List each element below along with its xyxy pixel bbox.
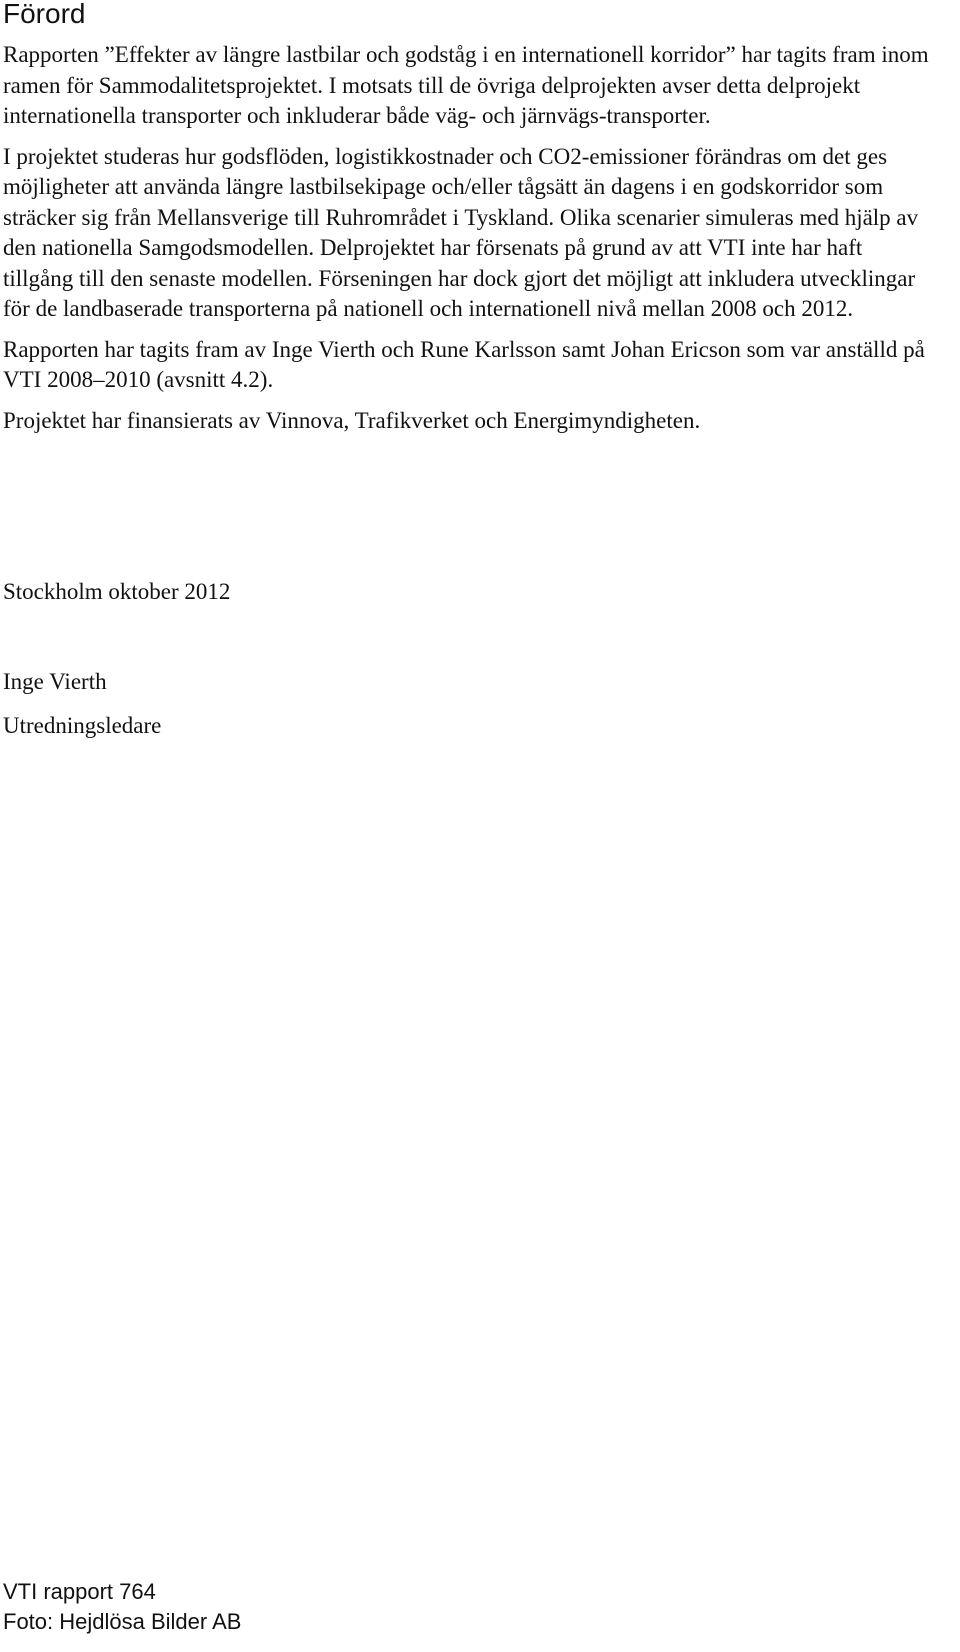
page-title: Förord [3, 0, 86, 29]
paragraph-funding: Projektet har finansierats av Vinnova, Trafikverket och Energimyndigheten. [3, 407, 701, 433]
paragraph-project-scope: I projektet studeras hur godsflöden, logistikkostnader och CO2-emissioner förändras om det ges möjligheter att använda längre lastbilsekipage och/eller tågsätt än dagens i en godskorridor som sträcker sig från Mellansverige till Ruhrområdet i Tyskland. Olika scenarier simuleras med hjälp av den nationella Samgodsmodellen. Delprojektet har försenats på grund av att VTI inte har haft tillgång till den senaste modellen. Förseningen har dock gjort det möjligt att inkludera utvecklingar för de landbaserade transporterna på nationell och internationell nivå mellan 2008 och 2012. [3, 143, 919, 321]
foreword-body [3, 40, 933, 446]
page-footer [3, 1577, 241, 1637]
signatory-role: Utredningsledare [3, 713, 162, 738]
report-number: VTI rapport 764 [3, 1579, 156, 1604]
signatory-name: Inge Vierth [3, 669, 107, 694]
paragraph-intro: Rapporten ”Effekter av längre lastbilar och godståg i en internationell korridor” har tagits fram inom ramen för Sammodalitetsprojektet. I motsats till de övriga delprojekten avser detta delprojekt internationella transporter och inkluderar både väg- och järnvägs-transporter. [3, 42, 929, 128]
photo-credit: Foto: Hejdlösa Bilder AB [3, 1609, 242, 1634]
place-date: Stockholm oktober 2012 [3, 579, 231, 604]
paragraph-authors: Rapporten har tagits fram av Inge Vierth och Rune Karlsson samt Johan Ericson som var anställd på VTI 2008–2010 (avsnitt 4.2). [3, 336, 925, 392]
